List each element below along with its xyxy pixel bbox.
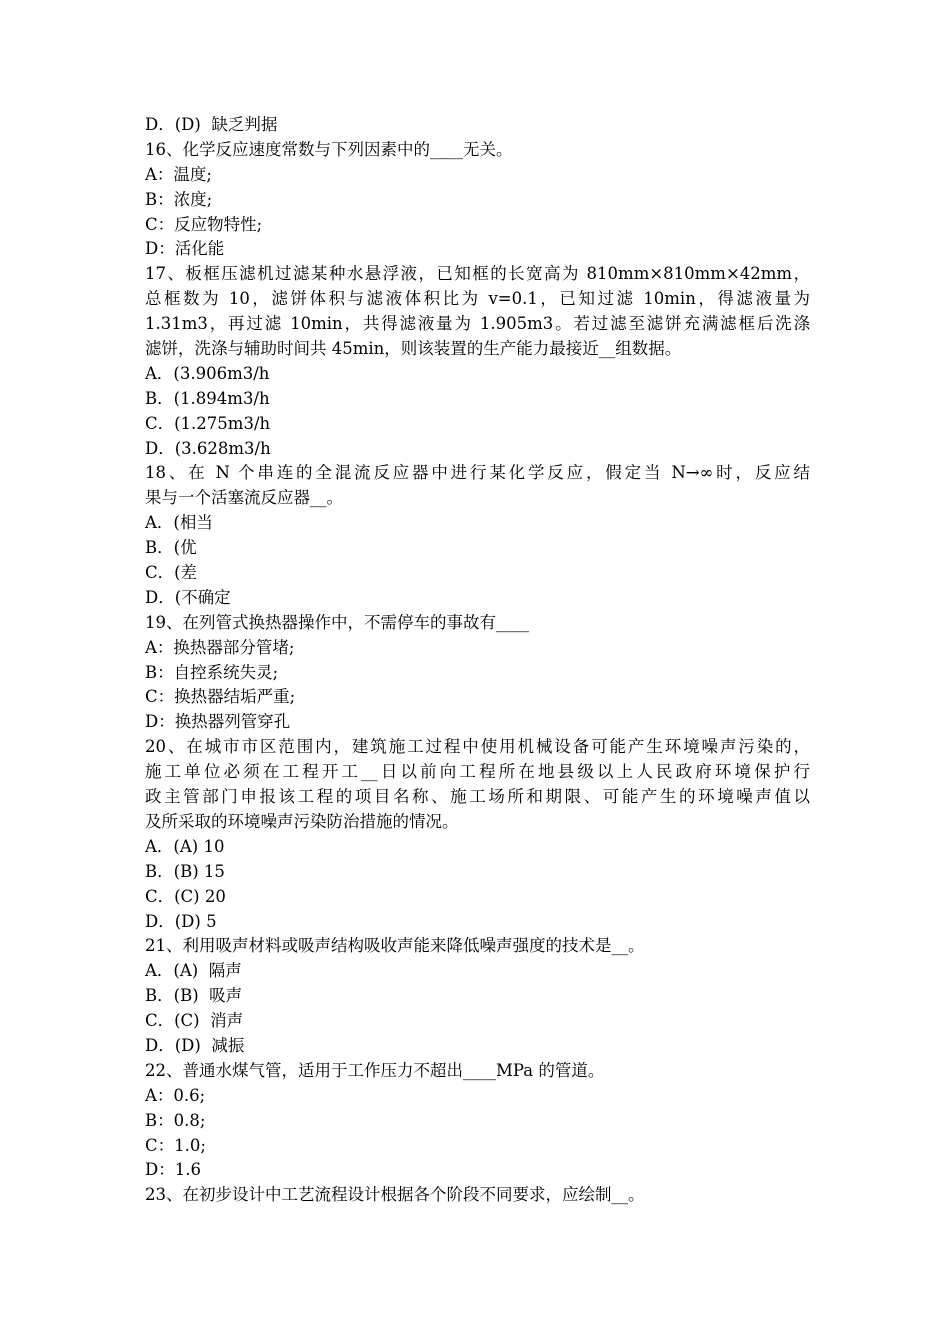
question-18-cont: 果与一个活塞流反应器__。: [145, 488, 343, 508]
question-20-cont: 施工单位必须在工程开工__日以前向工程所在地县级以上人民政府环境保护行: [145, 762, 810, 782]
option-a: A：0.6;: [145, 1085, 206, 1105]
option-a: A．(3.906m3/h: [145, 363, 270, 383]
question-20: 20、在城市市区范围内，建筑施工过程中使用机械设备可能产生环境噪声污染的，: [145, 737, 810, 757]
option-c: C：换热器结垢严重;: [145, 687, 296, 707]
question-20-cont: 及所采取的环境噪声污染防治措施的情况。: [145, 811, 459, 831]
option-b: B：0.8;: [145, 1110, 206, 1130]
option-b: B：自控系统失灵;: [145, 662, 279, 682]
option-c: C．(C) 20: [145, 886, 226, 906]
option-d: D．(3.628m3/h: [145, 438, 271, 458]
option-c: C．(1.275m3/h: [145, 413, 271, 433]
option-a: A：温度;: [145, 164, 212, 184]
option-a: A．(相当: [145, 513, 213, 533]
option-b: B：浓度;: [145, 189, 213, 209]
option-c: C：1.0;: [145, 1135, 206, 1155]
question-18: 18、在 N 个串连的全混流反应器中进行某化学反应，假定当 N→∞时，反应结: [145, 463, 810, 483]
question-22: 22、普通水煤气管，适用于工作压力不超出____MPa 的管道。: [145, 1060, 605, 1080]
option-c: C．(差: [145, 563, 198, 583]
option-b: B．(B) 15: [145, 861, 225, 881]
question-19: 19、在列管式换热器操作中，不需停车的事故有____: [145, 612, 529, 632]
option-b: B．(1.894m3/h: [145, 388, 270, 408]
option-b: B．(B) 吸声: [145, 986, 243, 1006]
option-d: D．(D) 减振: [145, 1035, 245, 1055]
option-d: D：活化能: [145, 239, 225, 259]
option-a: A．(A) 隔声: [145, 961, 242, 981]
question-16: 16、化学反应速度常数与下列因素中的____无关。: [145, 139, 513, 159]
question-17-cont: 滤饼，洗涤与辅助时间共 45min，则该装置的生产能力最接近__组数据。: [145, 339, 682, 359]
option-c: C：反应物特性;: [145, 214, 263, 234]
option-d: D．(D) 5: [145, 911, 217, 931]
option-d: D：换热器列管穿孔: [145, 712, 291, 732]
question-23: 23、在初步设计中工艺流程设计根据各个阶段不同要求，应绘制__。: [145, 1185, 645, 1205]
option-d: D．(不确定: [145, 587, 231, 607]
question-17: 17、板框压滤机过滤某种水悬浮液，已知框的长宽高为 810mm×810mm×42mm，: [145, 264, 810, 284]
option-b: B．(优: [145, 538, 197, 558]
document-body: [145, 113, 810, 1208]
question-17-cont: 1.31m3，再过滤 10min，共得滤液量为 1.905m3。若过滤至滤饼充满滤框后洗涤: [145, 314, 810, 334]
question-17-cont: 总框数为 10，滤饼体积与滤液体积比为 v=0.1，已知过滤 10min，得滤液量为: [145, 289, 810, 309]
option-c: C．(C) 消声: [145, 1011, 244, 1031]
question-20-cont: 政主管部门申报该工程的项目名称、施工场所和期限、可能产生的环境噪声值以: [145, 787, 810, 807]
text-line: D．(D) 缺乏判据: [145, 115, 278, 134]
option-d: D：1.6: [145, 1160, 201, 1180]
option-a: A：换热器部分管堵;: [145, 637, 295, 657]
option-a: A．(A) 10: [145, 836, 225, 856]
question-21: 21、利用吸声材料或吸声结构吸收声能来降低噪声强度的技术是__。: [145, 936, 645, 956]
